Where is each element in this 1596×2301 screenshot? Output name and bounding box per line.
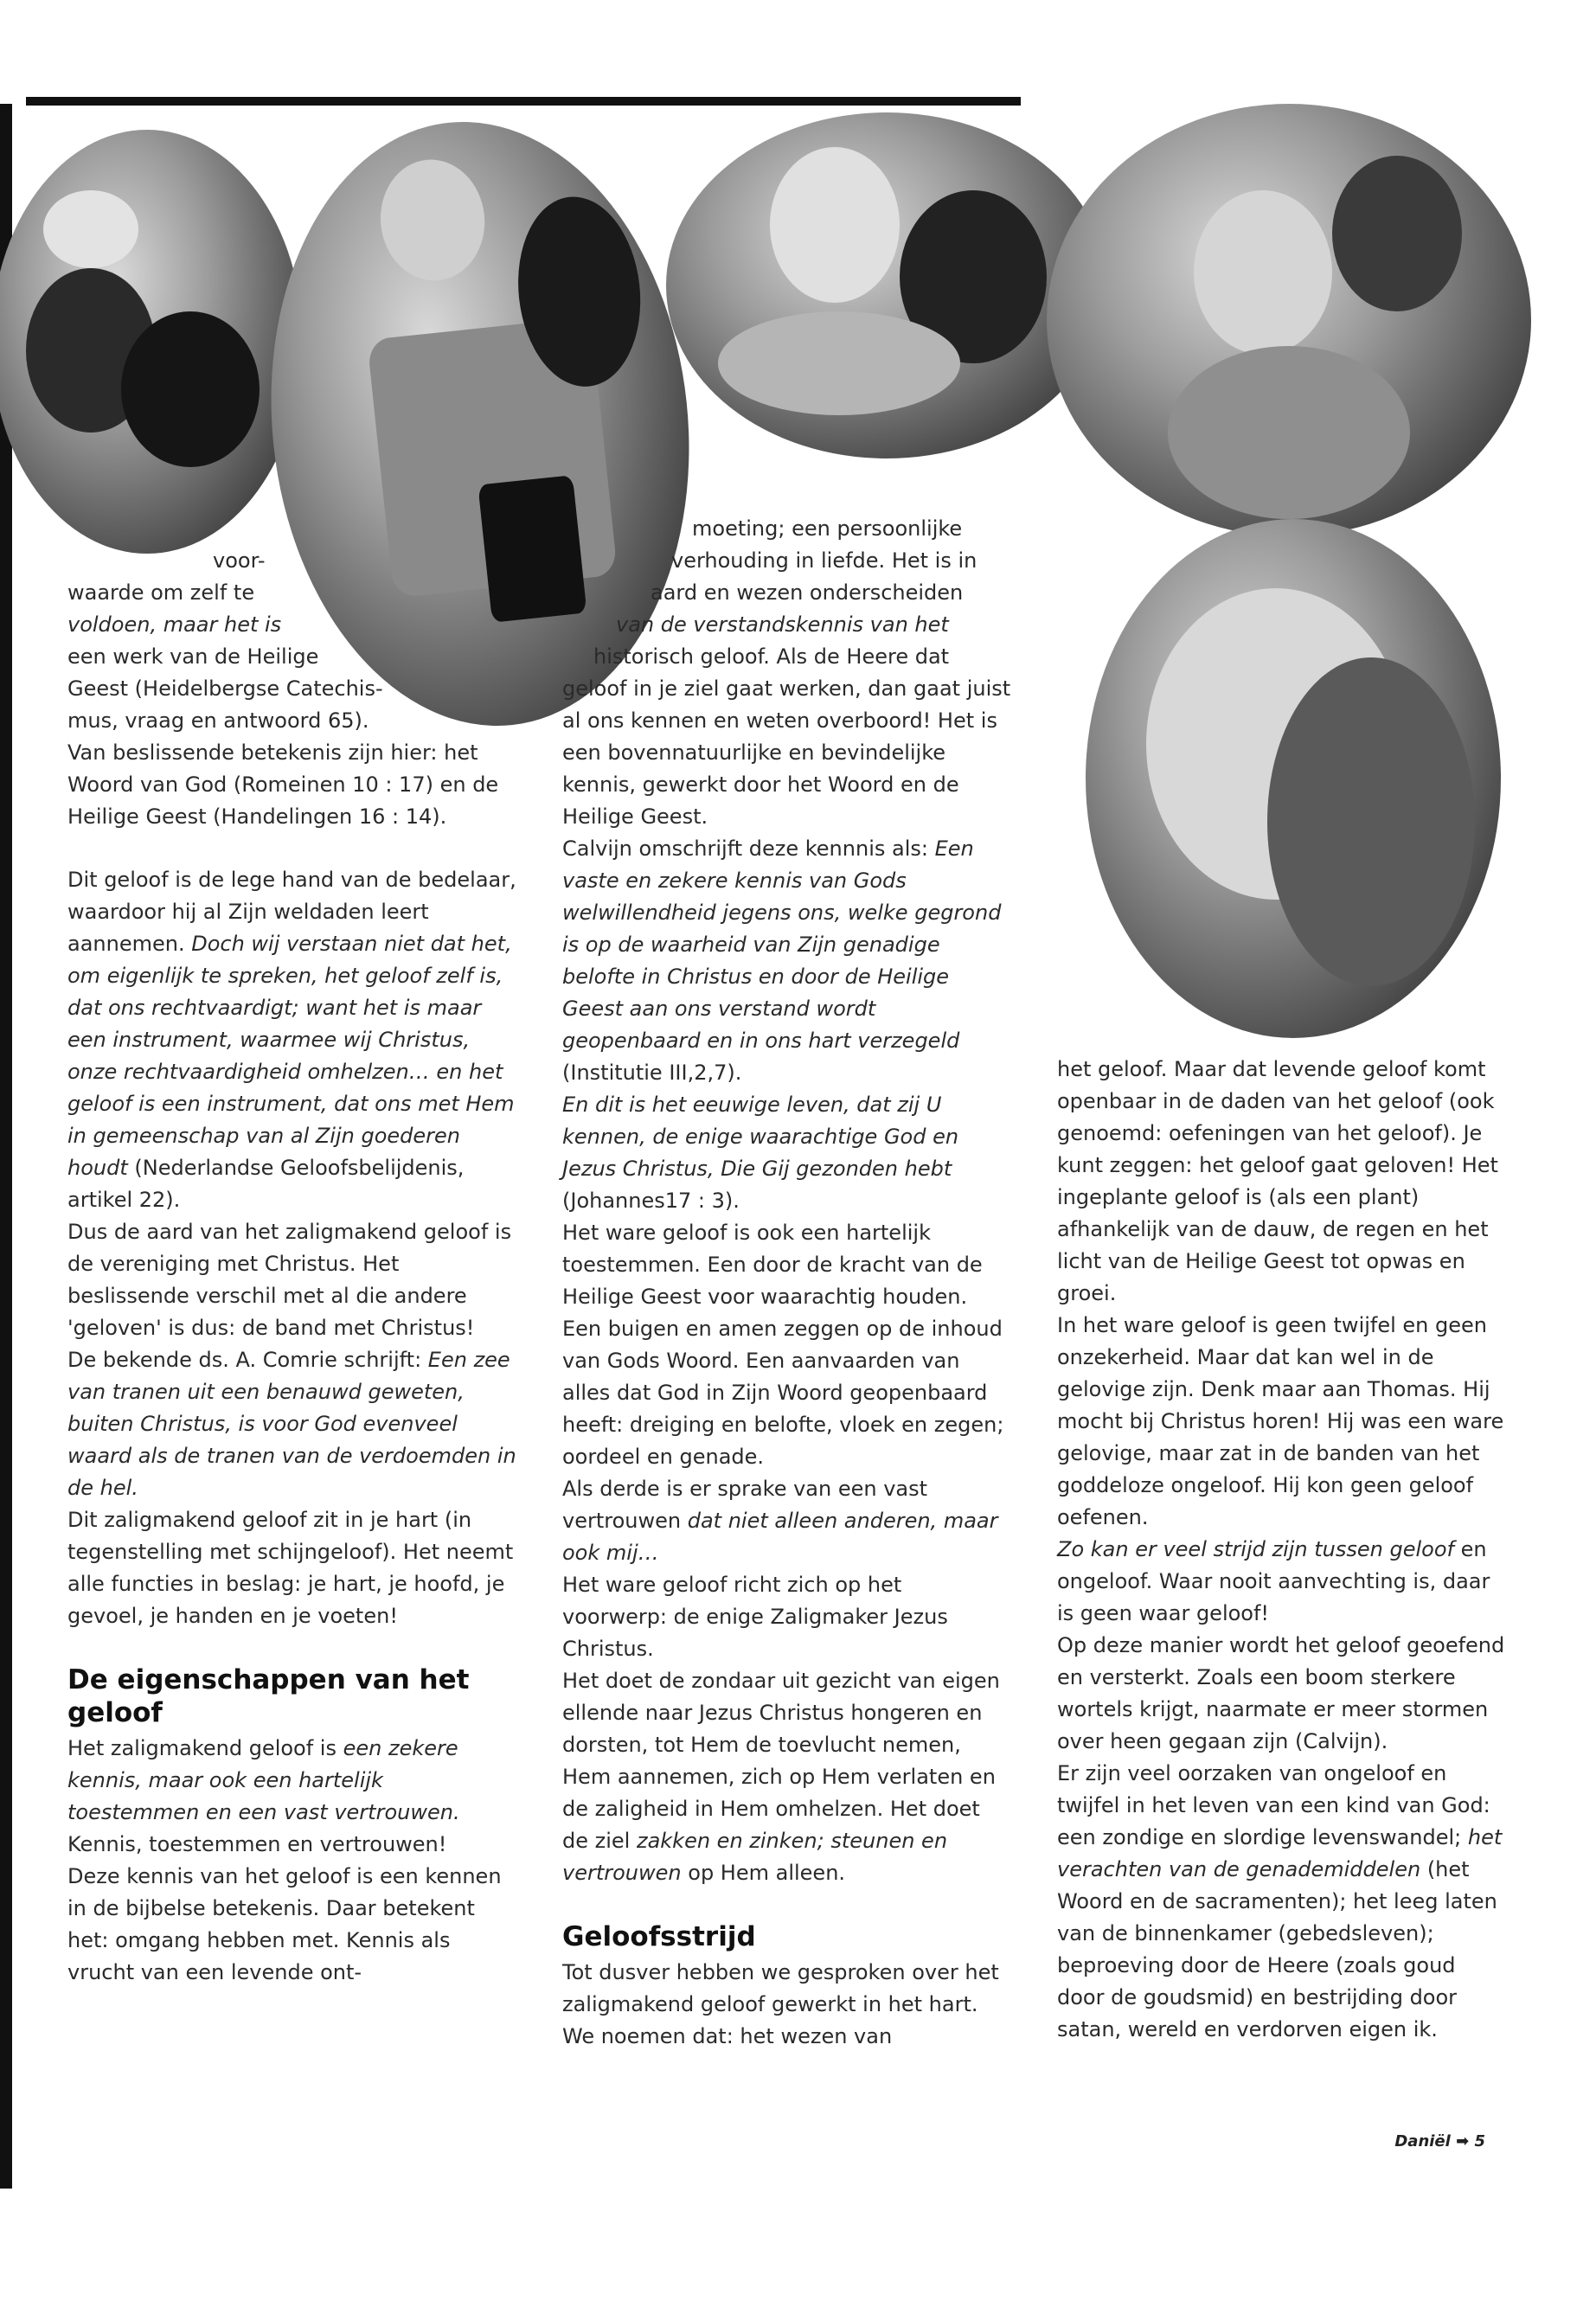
col1-para-4-italic: Een zee van tranen uit een benauwd geweten, buiten Christus, is voor God evenveel waard als de tranen van de verdoemden in de hel. (67, 1348, 516, 1500)
photo-girl-thinking (1086, 519, 1501, 1038)
col3-para-3-b: en ongeloof. Waar nooit aanvechting is, daar is geen waar geloof! (1057, 1537, 1490, 1625)
col2-para-5-italic: dat niet alleen anderen, maar ook mij… (562, 1509, 998, 1565)
col2-para-3-b: (Johannes17 : 3). (562, 1189, 740, 1213)
top-rule (26, 97, 1021, 106)
col2-line-4-italic: van de verstandskennis van het (616, 612, 949, 637)
column-3 (1057, 1054, 1507, 2046)
col1-para-5: Dit zaligmakend geloof zit in je hart (in tegenstelling met schijngeloof). Het neemt alle functies in beslag: je hart, je hoofd, je gevoel, je handen en je voeten! (67, 1508, 514, 1628)
col1-para-4 (67, 1344, 517, 1504)
col3-para-2: In het ware geloof is geen twijfel en geen onzekerheid. Maar dat kan wel in de gelovige zijn. Denk maar aan Thomas. Hij mocht bij Christus horen! Hij was een ware gelovige, maar zat in de banden van het goddeloze ongeloof. Hij kon geen geloof oefenen. (1057, 1313, 1504, 1529)
col2-para-2-a: Calvijn omschrijft deze kennnis als: (562, 836, 935, 861)
col2-para-7-a: Het doet de zondaar uit gezicht van eigen ellende naar Jezus Christus hongeren en dorsten, tot Hem de toevlucht nemen, Hem aannemen, zich op Hem verlaten en de zaligheid in Hem omhelzen. Het doet de ziel (562, 1669, 1000, 1853)
col1-para-6-italic: een zekere kennis, maar ook een hartelijk toestemmen en een vast vertrouwen. (67, 1736, 460, 1824)
col3-para-5-a: Er zijn veel oorzaken van ongeloof en twijfel in het leven van een kind van God: een zondige en slordige levenswandel; (1057, 1761, 1490, 1849)
col1-line-3-italic: voldoen, maar het is (67, 612, 282, 637)
magazine-name: Daniël (1394, 2132, 1451, 2150)
col2-para-7-italic: zakken en zinken; steunen en vertrouwen (562, 1829, 948, 1885)
col3-para-5-b: (het Woord en de sacramenten); het leeg laten van de binnenkamer (gebedsleven); beproeving door de Heere (zoals goud door de goudsmid) en bestrijding door satan, wereld en verdorven eigen ik. (1057, 1857, 1497, 2041)
col3-para-3 (1057, 1534, 1507, 1630)
col1-line-2: waarde om zelf te (67, 580, 255, 605)
col1-para-6 (67, 1733, 517, 1829)
col1-line-3 (67, 609, 281, 641)
col2-line-2: verhouding in liefde. Het is in (671, 548, 977, 573)
page-number: 5 (1474, 2132, 1485, 2150)
col2-para-1: geloof in je ziel gaat werken, dan gaat juist al ons kennen en weten overboord! Het is een bovennatuurlijke en bevindelijke kennis, gewerkt door het Woord en de Heilige Geest. (562, 676, 1011, 829)
col1-para-2-b: (Nederlandse Geloofsbelijdenis, artikel 22). (67, 1156, 465, 1212)
photo-listening-students (1047, 104, 1531, 536)
col2-line-5: historisch geloof. Als de Heere dat (593, 644, 950, 669)
col2-para-6: Het ware geloof richt zich op het voorwerp: de enige Zaligmaker Jezus Christus. (562, 1573, 948, 1661)
col3-para-5 (1057, 1758, 1507, 2046)
col1-para-1: Van beslissende betekenis zijn hier: het Woord van God (Romeinen 10 : 17) en de Heilige Geest (Handelingen 16 : 14). (67, 740, 499, 829)
col1-para-2-a: Dit geloof is de lege hand van de bedelaar, waardoor hij al Zijn weldaden leert aannemen. (67, 868, 516, 956)
col3-para-3-italic: Zo kan er veel strijd zijn tussen geloof (1057, 1537, 1454, 1561)
col2-line-4 (616, 609, 949, 641)
section-heading-geloofsstrijd: Geloofsstrijd (562, 1921, 756, 1952)
col1-para-2-italic: Doch wij verstaan niet dat het, om eigenlijk te spreken, het geloof zelf is, dat ons rechtvaardigt; want het is maar een instrument, waarmee wij Christus, onze rechtvaardigheid omhelzen… en het geloof is een instrument, dat ons met Hem in gemeenschap van al Zijn goederen houdt (67, 932, 515, 1180)
page-footer (1394, 2132, 1485, 2150)
arrow-icon: ➡ (1456, 2132, 1470, 2150)
section-heading-eigenschappen: De eigenschappen van het geloof (67, 1664, 470, 1728)
col2-para-5-a: Als derde is er sprake van een vast vertrouwen (562, 1477, 928, 1533)
col1-para-6-a: Het zaligmakend geloof is (67, 1736, 343, 1760)
col2-para-2-italic: Een vaste en zekere kennis van Gods welwillendheid jegens ons, welke gegrond is op de waarheid van Zijn genadige belofte in Christus en door de Heilige Geest aan ons verstand wordt geopenbaard en in ons hart verzegeld (562, 836, 1002, 1053)
col1-line-6: mus, vraag en antwoord 65). (67, 708, 369, 733)
col2-para-7 (562, 1665, 1012, 1889)
col2-para-2-b: (Institutie III,2,7). (562, 1061, 742, 1085)
col2-para-3-italic: En dit is het eeuwige leven, dat zij U kennen, de enige waarachtige God en Jezus Christus, Die Gij gezonden hebt (562, 1093, 959, 1181)
column-1 (67, 737, 517, 1989)
col3-para-1: het geloof. Maar dat levende geloof komt openbaar in de daden van het geloof (ook genoemd: oefeningen van het geloof). Je kunt zeggen: het geloof gaat geloven! Het ingeplante geloof is (als een plant) afhankelijk van de dauw, de regen en het licht van de Heilige Geest tot opwas en groei. (1057, 1057, 1498, 1305)
col2-para-7-b: op Hem alleen. (681, 1861, 846, 1885)
col1-para-3: Dus de aard van het zaligmakend geloof is de vereniging met Christus. Het beslissende verschil met al die andere 'geloven' is dus: de band met Christus! (67, 1220, 512, 1340)
col1-para-4-a: De bekende ds. A. Comrie schrijft: (67, 1348, 428, 1372)
col1-line-5: Geest (Heidelbergse Catechis- (67, 676, 383, 701)
photo-girl-speaking (666, 112, 1107, 458)
col2-para-8: Tot dusver hebben we gesproken over het zaligmakend geloof gewerkt in het hart. We noemen dat: het wezen van (562, 1960, 999, 2048)
col2-para-2 (562, 833, 1012, 1089)
col2-para-4: Het ware geloof is ook een hartelijk toestemmen. Een door de kracht van de Heilige Geest voor waarachtig houden. Een buigen en amen zeggen op de inhoud van Gods Woord. Een aanvaarden van alles dat God in Zijn Woord geopenbaard heeft: dreiging en belofte, vloek en zegen; oordeel en genade. (562, 1221, 1004, 1469)
col1-para-8: Deze kennis van het geloof is een kennen in de bijbelse betekenis. Daar betekent het: omgang hebben met. Kennis als vrucht van een levende ont- (67, 1864, 502, 1984)
col2-para-3 (562, 1089, 1012, 1217)
col2-line-3: aard en wezen onderscheiden (651, 580, 964, 605)
col1-para-7: Kennis, toestemmen en vertrouwen! (67, 1832, 447, 1856)
col2-para-5 (562, 1473, 1012, 1569)
photo-catechism-students (0, 130, 303, 554)
col1-line-4: een werk van de Heilige (67, 644, 319, 669)
col2-line-1: moeting; een persoonlijke (692, 516, 963, 541)
col3-para-4: Op deze manier wordt het geloof geoefend en versterkt. Zoals een boom sterkere wortels krijgt, naarmate er meer stormen over heen gegaan zijn (Calvijn). (1057, 1633, 1505, 1753)
col1-line-1: voor- (213, 548, 266, 573)
col1-para-2 (67, 864, 517, 1216)
col3-para-5-italic: het verachten van de genademiddelen (1057, 1825, 1503, 1881)
column-2 (562, 673, 1012, 2053)
